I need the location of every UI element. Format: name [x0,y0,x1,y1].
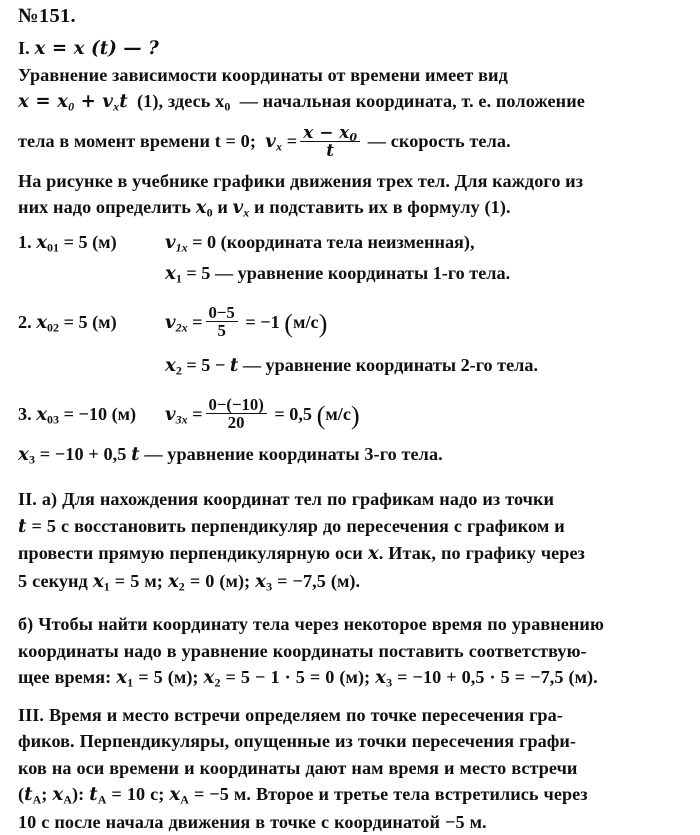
body-1-v-symbol: v [165,231,176,253]
body-1-velocity [165,232,475,253]
section-3-paren-close: ): [72,784,85,805]
body-3-equation [18,443,686,467]
velocity-symbol-sub: x [275,139,283,154]
section-3-line-2: фиков. Перпендикуляры, опущенные из точки пересечения графи- [18,731,577,752]
body-1-eq-symbol: x [165,262,176,284]
body-1-eq-value: = 5 — уравнение координаты 1-го тела. [186,262,511,283]
formula-main-line [18,90,686,114]
body-2-x-value: = 5 (м) [63,311,117,332]
body-3-v-symbol: v [165,403,176,425]
body-3-v-result: = 0,5 [274,403,313,424]
section-1-label: I. [18,37,30,58]
section-2-label: II. [18,489,37,510]
section-3-tA-sub: A [32,792,42,807]
graphs-intro-line-2: них надо определить $x_0$ и $v_x$ и подставить их в формулу (1). [18,197,511,220]
velocity-fraction-denominator: t [300,141,360,159]
section-3-xA-sub2: A [63,792,73,807]
body-3-frac-den: 20 [206,413,267,431]
section-2-x3-value: = −7,5 (м). [277,570,361,591]
body-2-eq-sub: 2 [175,363,182,378]
section-2-x1-sub: 1 [103,579,110,594]
body-2-unit-expr: м/с [293,311,319,332]
formula-main-lhs: x = x [18,90,69,112]
body-2-eq-value-b: — уравнение координаты 2-го тела. [242,354,539,375]
section-2-line-2 [18,513,686,541]
graphs-intro-line-1: На рисунке в учебнике графики движения трех тел. Для каждого из [18,171,584,192]
body-1-initial-coord [18,232,165,253]
section-2-x2-sub: 2 [178,579,185,594]
section-2-x2-value: = 0 (м); [189,570,251,591]
velocity-fraction-num-sub: 0 [349,130,358,144]
body-3-unit [317,394,360,435]
body-1-v-sub: 1x [175,239,188,254]
body-2-unit [284,302,327,343]
section-2b-x2-sub: 2 [214,675,221,690]
section-3-x-value: = −5 м. Второе и третье тела встретились через [193,784,588,805]
velocity-tail: — скорость тела. [367,131,511,152]
section-2b-line-2: координаты надо в уравнение координаты поставить соответствую- [18,640,587,661]
velocity-line-prefix: тела в момент времени t = 0; [18,131,256,152]
body-2-fraction [206,304,238,339]
body-2-v-sub: 2x [175,319,188,334]
formula-main-after: здесь x [167,90,225,111]
body-3-x-sub: 03 [47,412,60,427]
body-1-v-expression: = 0 (координата тела неизменная), [192,231,475,252]
formula-main-plus: + v [74,90,114,112]
section-2-line-1 [18,486,686,513]
graphs-intro-x0-sub: 0 [206,205,213,220]
section-2-line-4: 5 секунд $x_1 = 5$ м; $x_2 = 0$ (м); $x_3 = -7,5$ (м). [18,570,361,594]
section-1-question-line [18,39,686,58]
page-title: №151. [18,5,76,27]
body-1-equation [18,263,686,284]
body-2-eq-t: t [229,354,239,376]
body-2-v-equals: = [192,311,203,332]
section-2-line4a: 5 секунд [18,570,88,591]
body-2-velocity [165,302,327,343]
content-column [18,6,686,835]
body-2-v-symbol: v [165,311,176,333]
body-3-eq-symbol: x [18,443,29,465]
body-3-v-equals: = [192,403,203,424]
section-2-line2-text: = 5 с восстановить перпендикуляр до пересечения с графиком и [31,515,565,536]
graphs-intro-2a: них надо определить [18,197,191,218]
formula-main-after-tail: — начальная координата, т. е. положение [239,90,585,111]
section-2b-marker: б) [18,614,34,635]
section-2-t-symbol: t [18,515,27,537]
section-3-tA-symbol: t [24,784,33,806]
section-1-intro: Уравнение зависимости координаты от времени имеет вид [18,64,508,85]
body-2-eq-symbol: x [165,354,176,376]
section-2-axis-x: x [367,543,379,565]
body-2-initial-coord [18,302,165,343]
body-3-fraction [206,396,267,431]
body-2-x-sub: 02 [47,319,60,334]
section-3-label: III. [18,704,44,725]
body-3-index: 3. [18,403,32,424]
section-2b-paragraph [18,611,686,692]
section-3-line1-text: Время и место встречи определяем по точке пересечения гра- [48,704,563,725]
graphs-intro-2b: и [217,197,228,218]
body-3-velocity [165,394,360,435]
section-3-line-5: 10 с после начала движения в точке с координатой −5 м. [18,811,487,832]
section-3-line-3: ков на оси времени и координаты дают нам время и место встречи [18,757,578,778]
section-2b-x2-value: = 5 − 1 · 5 = 0 (м); [225,667,371,688]
body-3-eq-sub: 3 [28,452,36,467]
formula-main-after-sub: 0 [224,99,231,114]
body-3-unit-den: с [342,403,351,424]
section-2-paragraph [18,486,686,595]
formula-main-sub0: 0 [68,99,75,114]
body-1-eq-sub: 1 [175,270,182,285]
body-1-x-symbol: x [36,231,48,253]
section-2-marker-a: а) [41,489,58,510]
body-1-x-sub: 01 [47,239,60,254]
body-3-x-value: = −10 (м) [63,403,137,424]
section-3-xA-sub-b: A [180,792,189,807]
body-2-equation [18,355,686,376]
section-2b-line1-text: Чтобы найти координату тела через некоторое время по уравнению [38,614,604,635]
section-2b-line-3: щее время: $x_1 = 5$ (м); $x_2 = 5 - 1 \cdot 5 = 0$ (м); $x_3 = -10 + 0,5 \cdot 5 = -7,5$ (м). [18,667,598,690]
velocity-symbol: v [265,131,276,153]
body-3-row [18,394,686,435]
section-2-line3a: провести прямую перпендикулярную оси [18,543,363,564]
body-1-index: 1. [18,231,32,252]
graphs-intro-vx-sub: x [243,205,250,220]
velocity-equals: = [286,131,298,152]
body-3-eq-value-a: = −10 + 0,5 [39,443,127,464]
section-2b-line3a: щее время: [18,667,112,688]
section-3-line-1 [18,702,686,729]
velocity-fraction-numerator: $x - x_0$ [303,121,358,144]
velocity-fraction [300,121,360,160]
body-1-x-value: = 5 (м) [63,231,117,252]
section-3-paragraph [18,702,686,835]
section-1-question: x = x (t) — ? [34,37,159,59]
velocity-definition-line [18,121,686,162]
section-2b-x1-sub: 1 [127,675,134,690]
unit-paren-close: ) [350,399,360,430]
body-3-initial-coord [18,394,165,435]
body-1-row [18,232,686,253]
section-2b-x1-value: = 5 (м); [138,667,199,688]
body-3-eq-value-b: — уравнение координаты 3-го тела. [144,443,443,464]
body-2-x-symbol: x [36,311,48,333]
body-2-unit-den: с [310,311,319,332]
section-3-paren-open: ( [18,784,25,805]
body-2-index: 2. [18,311,32,332]
section-3-line-4: ($t_A$; $x_A$): $t_A = 10$ с; $x_A = -5$ м. Второе и третье тела встретились через [18,784,588,807]
body-3-unit-num: м [325,403,338,424]
graphs-intro-2c: и подставить их в формулу (1). [254,197,511,218]
body-3-x-symbol: x [36,403,48,425]
formula-main-subx: x [113,99,120,114]
section-2-x3-sub: 3 [266,579,273,594]
body-2-v-result: = −1 [245,311,280,332]
section-3-semicolon: ; [41,784,48,805]
unit-paren-open: ( [284,307,294,338]
body-2-frac-num: 0−5 [208,303,235,323]
body-3-eq-t: t [131,443,140,465]
section-3-xA-symbol: x [52,784,64,806]
unit-paren-open: ( [316,399,326,430]
section-2b-x3-sub: 3 [386,675,393,690]
section-2b-x3-value: = −10 + 0,5 · 5 = −7,5 (м). [397,667,598,688]
body-2-unit-num: м [293,311,306,332]
body-3-v-sub: 3x [175,412,188,427]
body-3-frac-num: 0−(−10) [208,395,264,415]
body-2-row [18,302,686,343]
body-2-eq-value-a: = 5 − [186,354,226,375]
section-3-tA-sub-b: A [97,792,107,807]
section-2-line-3 [18,540,686,568]
section-2-line1-text: Для нахождения координат тел по графикам надо из точки [62,489,555,510]
section-3-t-value: = 10 с; [111,784,165,805]
section-2-line3b: . Итак, по графику через [378,543,585,564]
unit-paren-close: ) [318,307,328,338]
formula-main-eqnum: (1), [137,90,164,111]
formula-main-t: t [119,90,128,112]
section-2-x1-value: = 5 м; [114,570,163,591]
section-2b-line-1 [18,611,686,638]
body-3-unit-expr: м/с [325,403,351,424]
body-2-frac-den: 5 [206,321,238,339]
